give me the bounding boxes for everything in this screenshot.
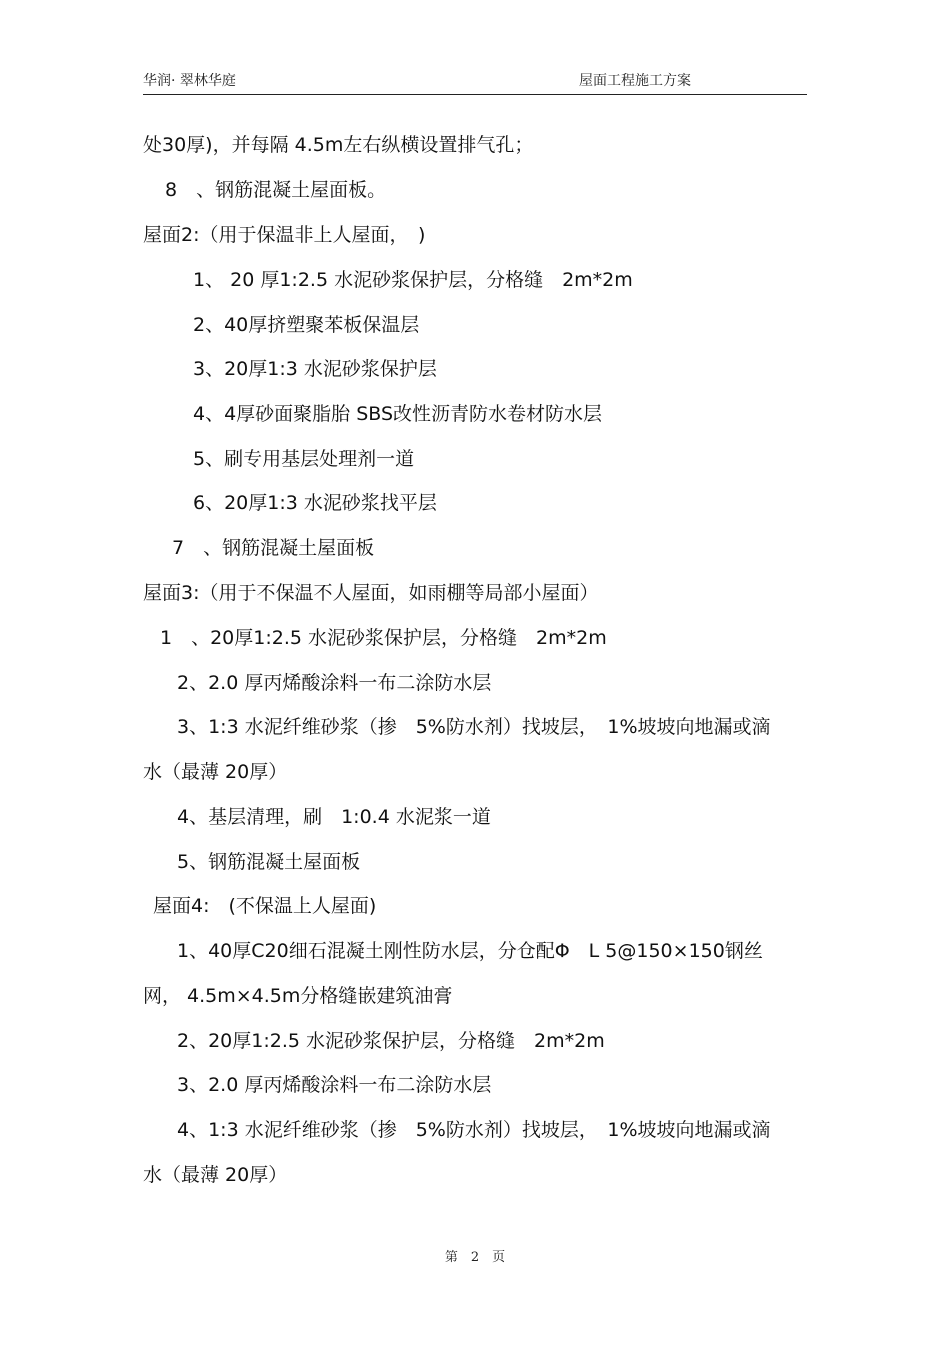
section-heading: 屋面3:（用于不保温不人屋面，如雨棚等局部小屋面） [143,582,599,604]
list-item-continuation: 网， 4.5m×4.5m分格缝嵌建筑油膏 [143,985,453,1007]
header-document-title: 屋面工程施工方案 [579,73,691,89]
list-item: 1 、20厚1:2.5 水泥砂浆保护层，分格缝 2m*2m [160,627,607,649]
list-item: 3、1:3 水泥纤维砂浆（掺 5%防水剂）找坡层， 1%坡坡向地漏或滴 [177,716,771,738]
list-item: 7 、钢筋混凝土屋面板 [172,537,375,559]
page-header [143,62,807,95]
list-item: 6、20厚1:3 水泥砂浆找平层 [193,492,437,514]
list-item: 2、20厚1:2.5 水泥砂浆保护层，分格缝 2m*2m [177,1030,605,1052]
body-line: 处30厚)，并每隔 4.5m左右纵横设置排气孔； [143,134,534,156]
list-item-continuation: 水（最薄 20厚） [143,1164,288,1186]
list-item: 3、2.0 厚丙烯酸涂料一布二涂防水层 [177,1074,492,1096]
list-item: 5、钢筋混凝土屋面板 [177,851,361,873]
page-number: 第 2 页 [444,1250,506,1265]
list-item: 4、1:3 水泥纤维砂浆（掺 5%防水剂）找坡层， 1%坡坡向地漏或滴 [177,1119,771,1141]
list-item: 5、刷专用基层处理剂一道 [193,448,415,470]
list-item: 2、40厚挤塑聚苯板保温层 [193,314,420,336]
list-item: 4、基层清理，刷 1:0.4 水泥浆一道 [177,806,491,828]
list-item: 2、2.0 厚丙烯酸涂料一布二涂防水层 [177,672,492,694]
list-item: 1、40厚C20细石混凝土刚性防水层，分仓配Φ L 5@150×150钢丝 [177,940,763,962]
list-item-continuation: 水（最薄 20厚） [143,761,288,783]
section-heading: 屋面2:（用于保温非上人屋面， ) [143,224,426,246]
body-line: 8 、钢筋混凝土屋面板。 [165,179,387,201]
section-heading: 屋面4: (不保温上人屋面) [153,895,377,917]
list-item: 3、20厚1:3 水泥砂浆保护层 [193,358,437,380]
list-item: 1、 20 厚1:2.5 水泥砂浆保护层，分格缝 2m*2m [193,269,633,291]
header-project-name: 华润· 翠林华庭 [143,73,236,89]
list-item: 4、4厚砂面聚脂胎 SBS改性沥青防水卷材防水层 [193,403,603,425]
